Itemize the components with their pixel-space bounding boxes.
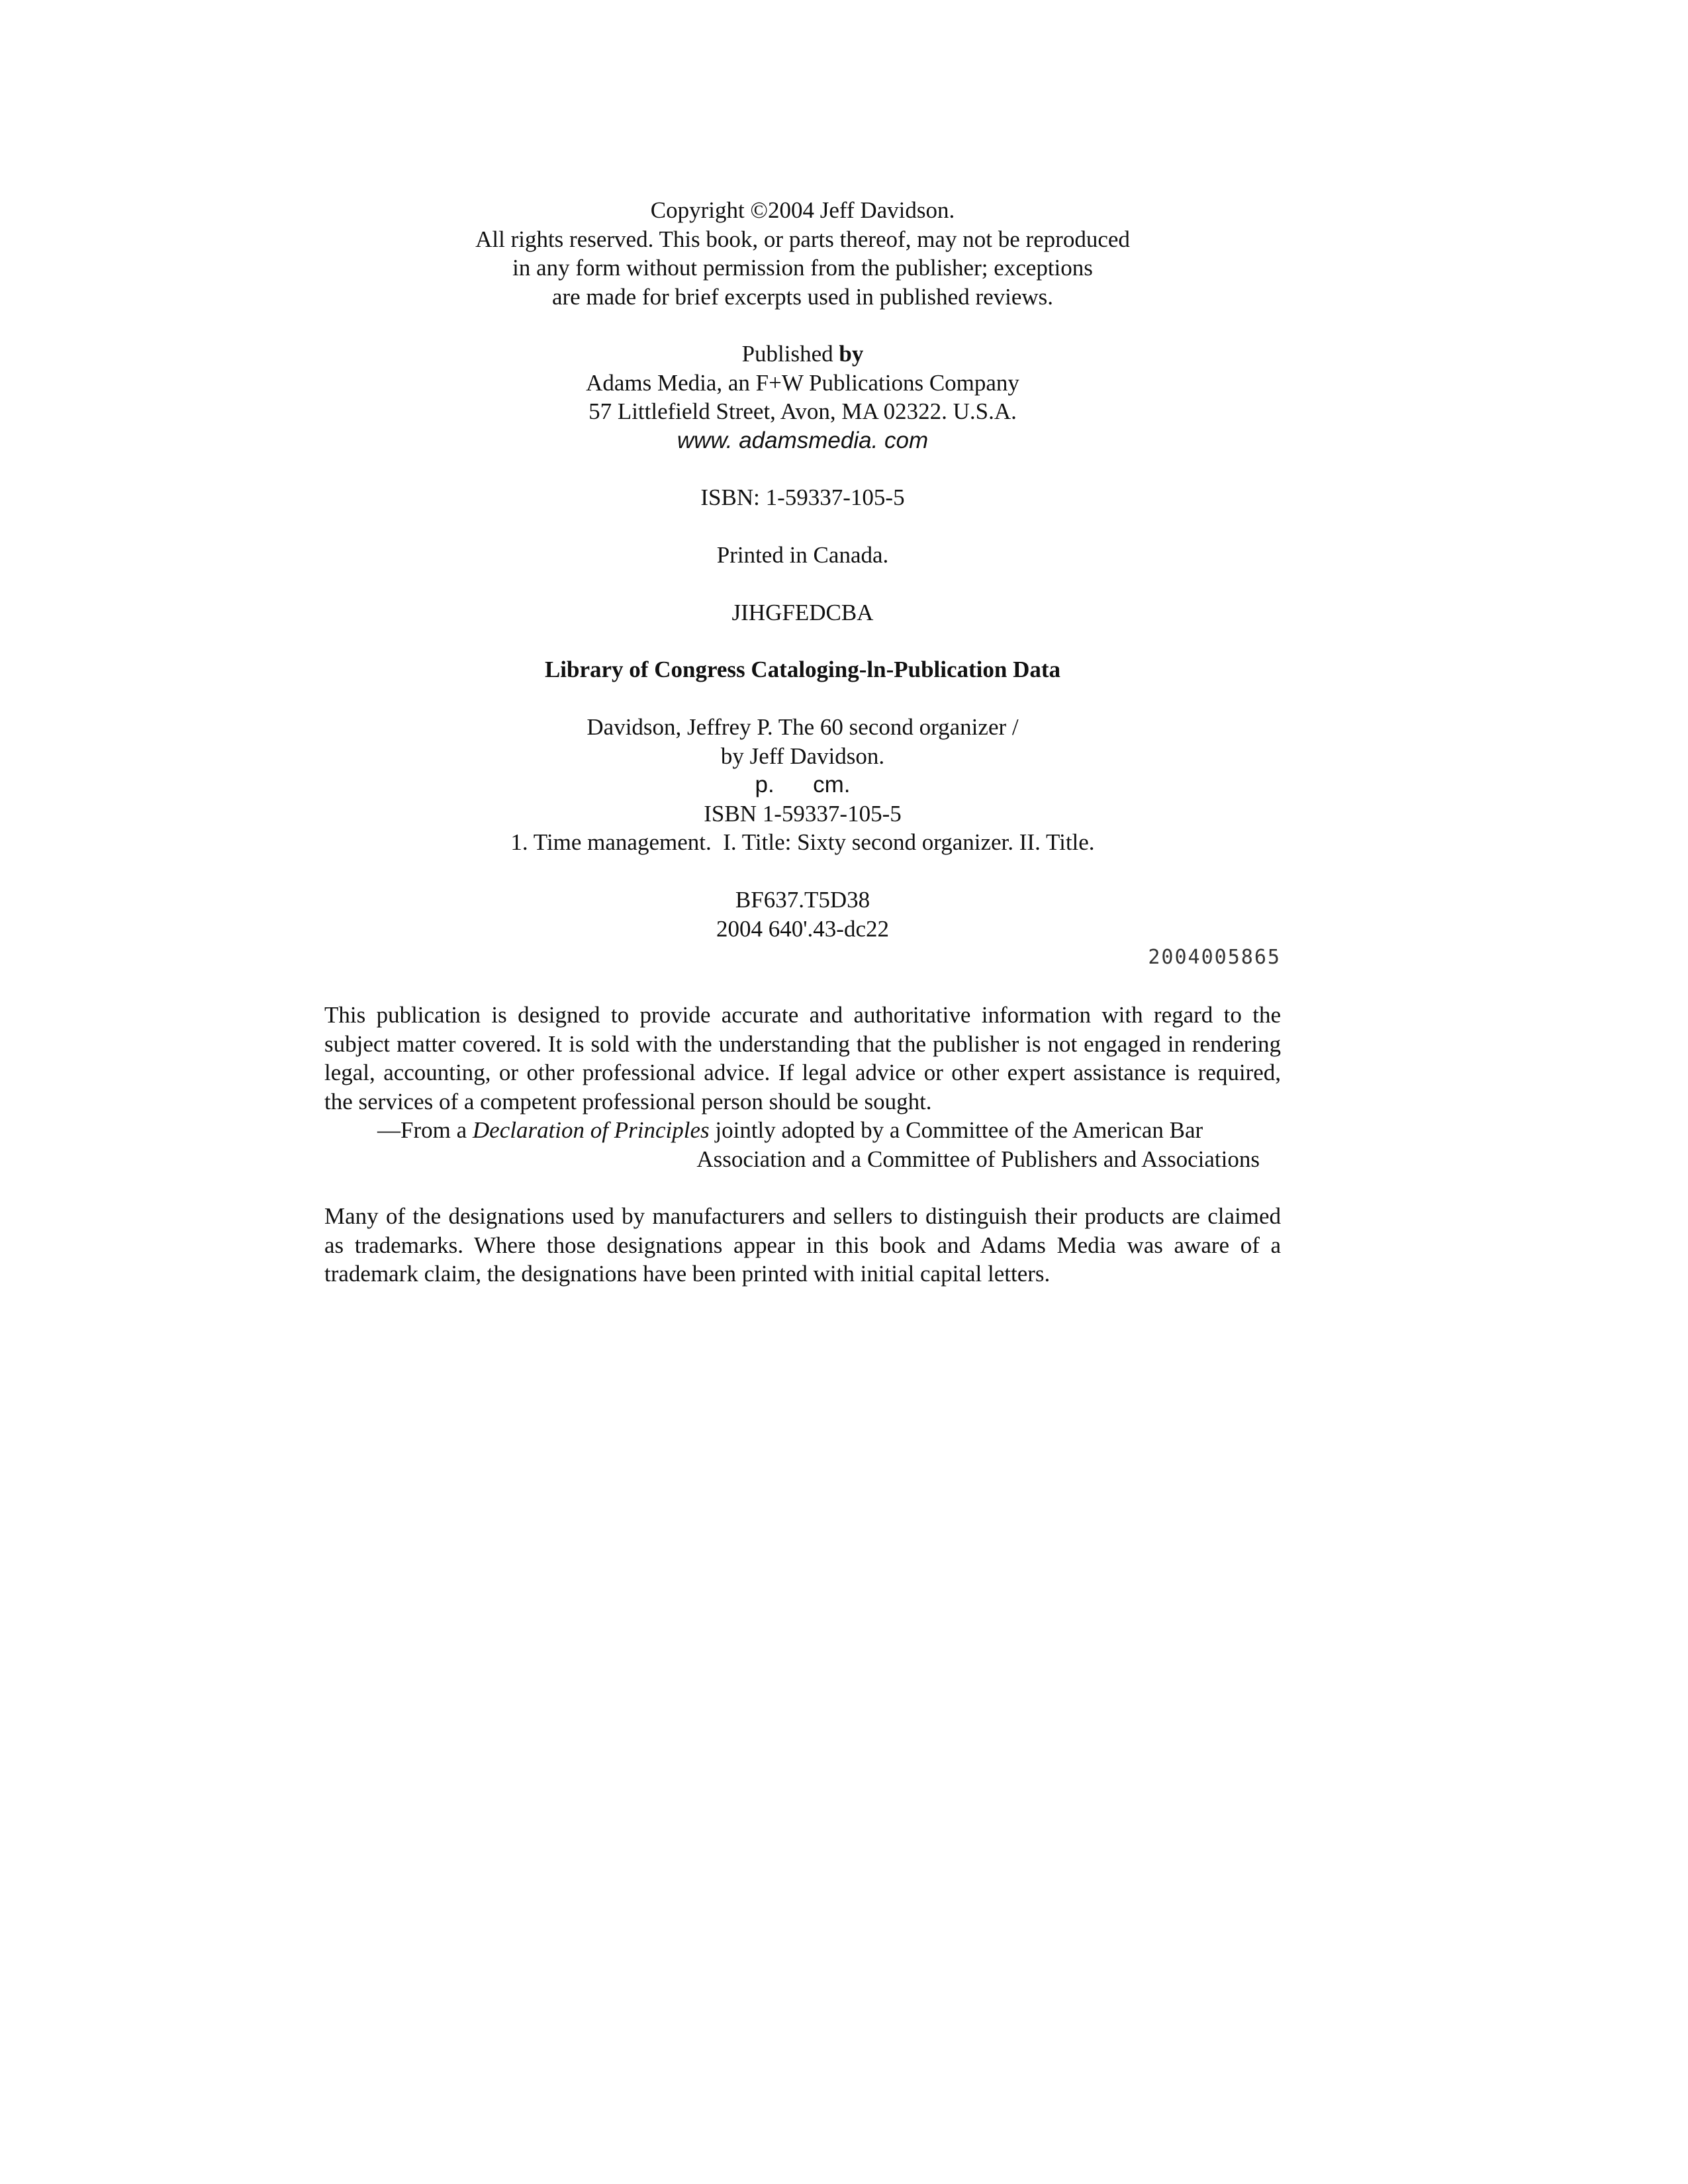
cip-pagination (324, 770, 1281, 799)
cip-control-number: 2004005865 (1148, 946, 1281, 969)
printed-block (324, 541, 1281, 570)
cip-dewey: 2004 640'.43-dc22 (716, 915, 889, 942)
cip-subjects: 1. Time management. I. Title: Sixty second organizer. II. Title. (510, 829, 1095, 855)
trademark-notice (324, 1202, 1281, 1289)
print-line: JIHGFEDCBA (731, 600, 874, 625)
cip-author-title: Davidson, Jeffrey P. The 60 second organizer / (586, 714, 1019, 740)
print-line-block (324, 598, 1281, 627)
attribution-title: Declaration of Principles (472, 1117, 710, 1143)
publisher-name: Adams Media, an F+W Publications Company (586, 369, 1019, 396)
attribution-prefix: —From a (377, 1117, 473, 1143)
cip-heading-block (324, 655, 1281, 684)
isbn-block (324, 483, 1281, 512)
trademark-paragraph: Many of the designations used by manufacturers and sellers to distinguish their products are claimed as trademarks. Where those designations appear in this book and Adams Media was aware of a trademark claim, the designations have been printed with initial capital letters. (324, 1203, 1281, 1287)
cip-class-number: BF637.T5D38 (735, 887, 870, 913)
cip-statement: by Jeff Davidson. (720, 743, 885, 769)
cip-heading: Library of Congress Cataloging-ln-Publication Data (544, 657, 1061, 682)
published-by-line (324, 340, 1281, 369)
attribution-suffix: jointly adopted by a Committee of the American Bar (709, 1117, 1203, 1143)
rights-line-3: are made for brief excerpts used in published reviews. (551, 283, 1054, 310)
rights-line-1: All rights reserved. This book, or parts thereof, may not be reproduced (475, 226, 1130, 252)
published-by-word: by (839, 341, 864, 367)
disclaimer (324, 1001, 1281, 1116)
cip-classification (324, 886, 1281, 943)
printed-in-line: Printed in Canada. (716, 542, 889, 568)
cip-control-block (324, 943, 1281, 972)
cip-pages: p. (755, 772, 774, 797)
isbn-line: ISBN: 1-59337-105-5 (700, 484, 905, 510)
publisher-address: 57 Littlefield Street, Avon, MA 02322. U.S.A. (588, 398, 1017, 424)
cip-data (324, 713, 1281, 857)
publisher-website: www. adamsmedia. com (677, 427, 929, 453)
copyright-line: Copyright ©2004 Jeff Davidson. (650, 197, 955, 223)
attribution-line-2: Association and a Committee of Publishers and Associations (696, 1146, 1260, 1172)
published-label: Published (741, 341, 833, 367)
publisher-info (324, 340, 1281, 455)
disclaimer-paragraph: This publication is designed to provide accurate and authoritative information with regard to the subject matter covered. It is sold with the understanding that the publisher is not engaged in rendering legal, accounting, or other professional advice. If legal advice or other expert assistance is required, the services of a competent professional person should be sought. (324, 1002, 1281, 1115)
cip-isbn: ISBN 1-59337-105-5 (704, 800, 902, 827)
disclaimer-attribution (324, 1116, 1281, 1173)
rights-line-2: in any form without permission from the publisher; exceptions (512, 255, 1093, 281)
attribution-line-1 (324, 1116, 1281, 1145)
cip-size: cm. (813, 772, 851, 797)
copyright-notice (324, 196, 1281, 311)
